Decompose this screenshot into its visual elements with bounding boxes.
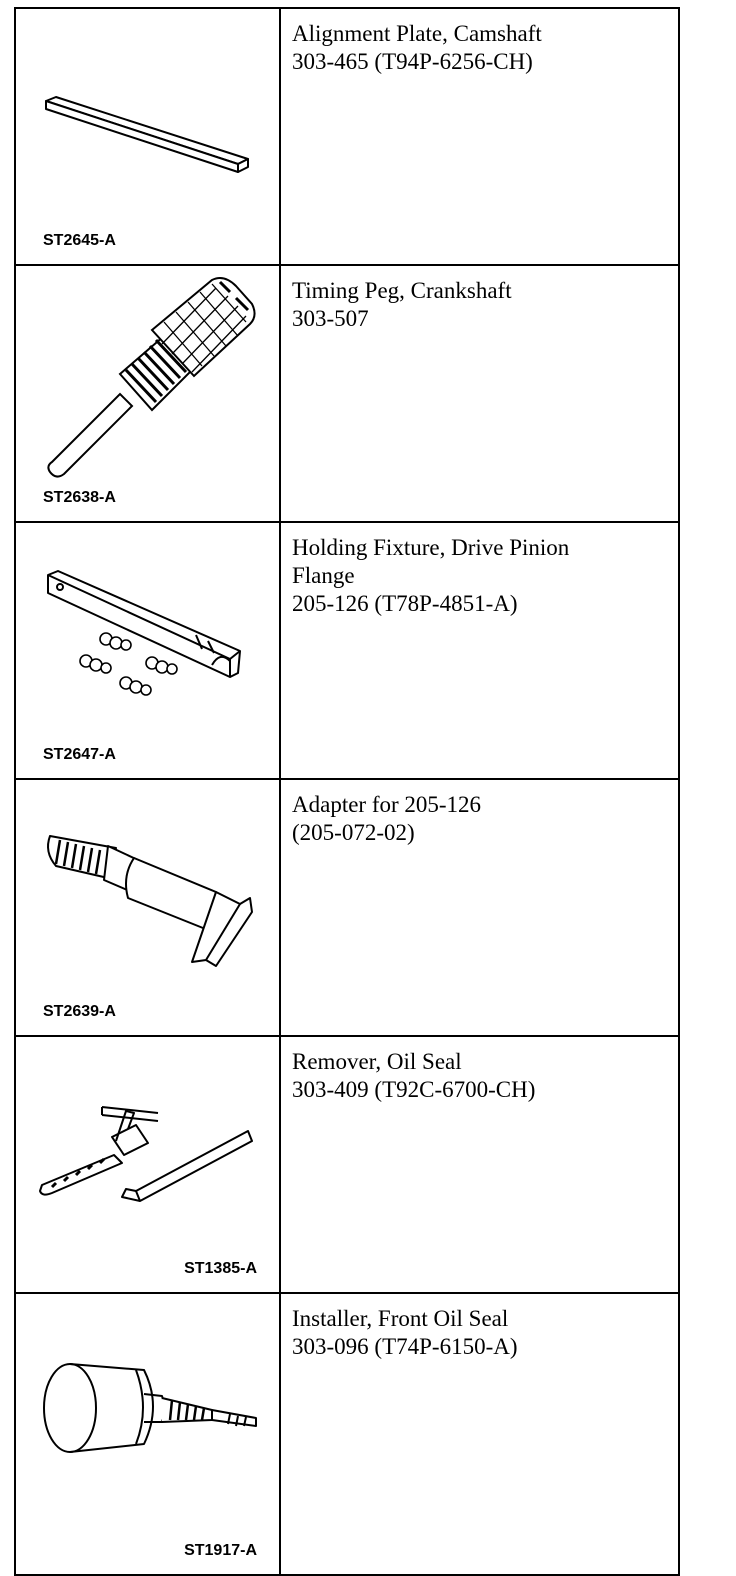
- holding-fixture-icon: [16, 523, 281, 778]
- tool-description-cell: [280, 8, 679, 265]
- tool-illustration-cell: [15, 522, 280, 779]
- tool-row: [15, 779, 679, 1036]
- tool-row: [15, 1036, 679, 1293]
- tool-description-cell: [280, 265, 679, 522]
- tool-description-cell: [280, 779, 679, 1036]
- oil-seal-remover-icon: [16, 1037, 281, 1292]
- tool-illustration-cell: [15, 1036, 280, 1293]
- tool-illustration-cell: [15, 8, 280, 265]
- tool-description-cell: [280, 522, 679, 779]
- tool-illustration-cell: [15, 779, 280, 1036]
- tool-description-cell: [280, 1036, 679, 1293]
- tool-name: Holding Fixture, Drive Pinion: [292, 535, 570, 560]
- illustration-code: ST2647-A: [43, 746, 116, 763]
- adapter-icon: [16, 780, 281, 1035]
- tool-row: [15, 522, 679, 779]
- illustration-code: ST2638-A: [43, 489, 116, 506]
- tool-number: 303-507: [292, 306, 369, 331]
- tool-description-cell: [280, 1293, 679, 1575]
- tool-name-continued: Flange: [292, 563, 355, 588]
- tool-row: [15, 265, 679, 522]
- timing-peg-icon: [16, 266, 281, 521]
- tool-number: 303-465 (T94P-6256-CH): [292, 49, 533, 74]
- tool-number: 205-126 (T78P-4851-A): [292, 591, 518, 616]
- illustration-code: ST2645-A: [43, 232, 116, 249]
- tool-name: Alignment Plate, Camshaft: [292, 21, 542, 46]
- tool-illustration-cell: [15, 1293, 280, 1575]
- special-tools-table: [14, 7, 680, 1576]
- tool-illustration-cell: [15, 265, 280, 522]
- alignment-plate-icon: [16, 9, 281, 264]
- illustration-code: ST2639-A: [43, 1003, 116, 1020]
- tool-number: (205-072-02): [292, 820, 415, 845]
- tool-number: 303-409 (T92C-6700-CH): [292, 1077, 536, 1102]
- oil-seal-installer-icon: [16, 1294, 281, 1574]
- illustration-code: ST1385-A: [184, 1260, 257, 1277]
- tool-row: [15, 1293, 679, 1575]
- tool-name: Timing Peg, Crankshaft: [292, 278, 512, 303]
- tool-row: [15, 8, 679, 265]
- tool-name: Adapter for 205-126: [292, 792, 482, 817]
- tool-number: 303-096 (T74P-6150-A): [292, 1334, 518, 1359]
- tool-name: Remover, Oil Seal: [292, 1049, 462, 1074]
- illustration-code: ST1917-A: [184, 1542, 257, 1559]
- tool-name: Installer, Front Oil Seal: [292, 1306, 509, 1331]
